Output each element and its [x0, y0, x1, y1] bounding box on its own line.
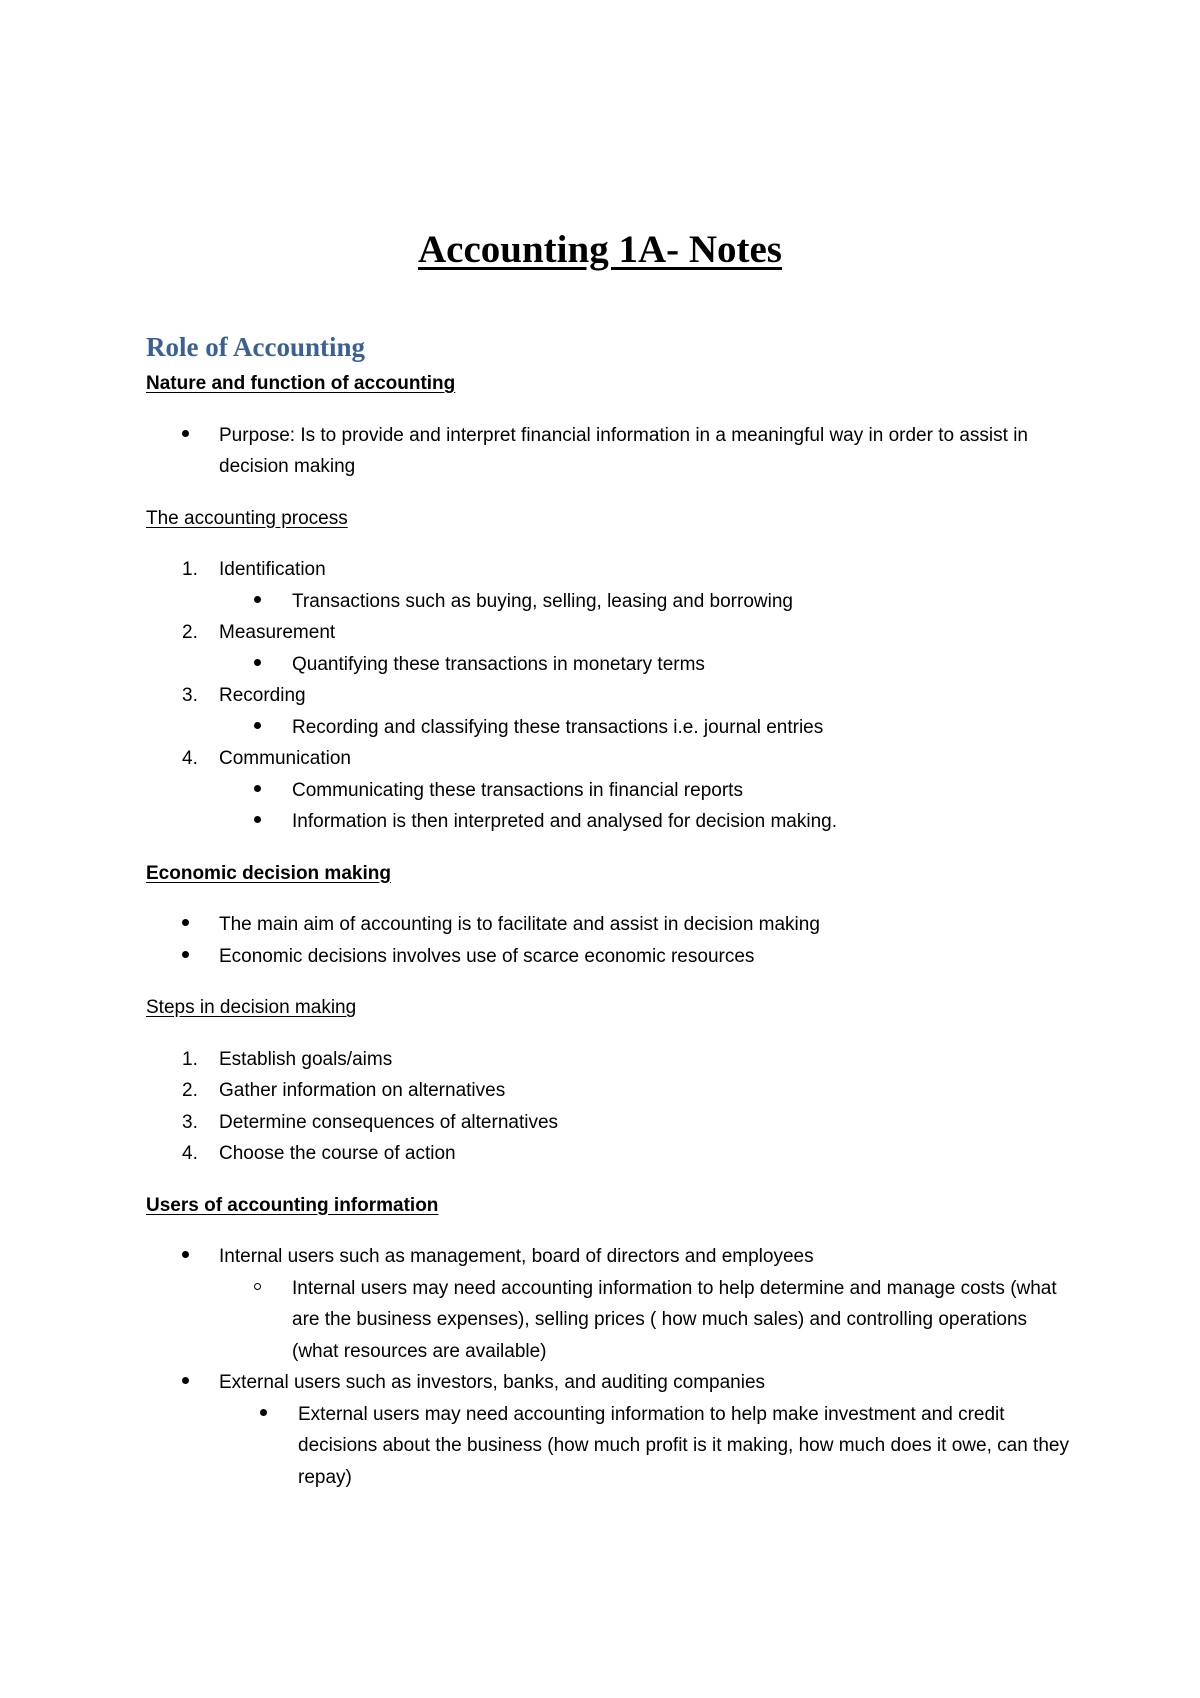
- nature-heading: Nature and function of accounting: [146, 373, 456, 394]
- bullet-icon: [182, 1241, 189, 1273]
- internal-users-label: Internal users such as management, board of directors and employees: [219, 1246, 814, 1267]
- nature-purpose-text: Purpose: Is to provide and interpret financial information in a meaningful way in order to assist in decision making: [219, 424, 1028, 477]
- bullet-icon: [182, 420, 189, 452]
- list-item: [146, 1138, 1076, 1170]
- economic-point: Economic decisions involves use of scarce economic resources: [219, 945, 755, 967]
- list-item: [146, 806, 1076, 838]
- bullet-icon: [182, 909, 189, 941]
- step-number: 1.: [182, 1048, 198, 1070]
- step-detail: Information is then interpreted and analysed for decision making.: [292, 811, 837, 832]
- step-label: Identification: [219, 559, 326, 580]
- list-item: [146, 1241, 1076, 1273]
- step-label: Communication: [219, 748, 351, 769]
- list-item: [146, 420, 1076, 483]
- list-item: [146, 1367, 1076, 1399]
- bullet-icon: [254, 586, 261, 618]
- process-heading: The accounting process: [146, 507, 348, 529]
- circle-bullet-icon: [254, 1273, 261, 1305]
- step-number: 2.: [182, 622, 198, 643]
- steps-heading: Steps in decision making: [146, 997, 357, 1018]
- list-item: [146, 909, 1076, 941]
- list-item: [146, 617, 1076, 649]
- list-item: [146, 743, 1076, 775]
- list-item: [146, 649, 1076, 681]
- external-users-label: External users such as investors, banks, and auditing companies: [219, 1372, 766, 1393]
- list-item: [146, 1044, 1076, 1076]
- list-item: [146, 1273, 1076, 1368]
- list-item: [146, 586, 1076, 618]
- list-item: [146, 941, 1076, 973]
- step-number: 1.: [182, 559, 198, 580]
- list-item: [146, 712, 1076, 744]
- step-label: Establish goals/aims: [219, 1048, 393, 1070]
- bullet-icon: [254, 806, 261, 838]
- bullet-icon: [254, 712, 261, 744]
- bullet-icon: [260, 1399, 267, 1431]
- step-label: Choose the course of action: [219, 1143, 456, 1164]
- step-number: 3.: [182, 1111, 198, 1133]
- step-number: 3.: [182, 685, 198, 706]
- list-item: [146, 554, 1076, 586]
- step-label: Gather information on alternatives: [219, 1080, 506, 1101]
- list-item: [146, 1399, 1076, 1494]
- document-title: Accounting 1A- Notes: [418, 228, 782, 271]
- step-detail: Recording and classifying these transactions i.e. journal entries: [292, 716, 824, 738]
- external-users-detail: External users may need accounting information to help make investment and credit decisions about the business (how much profit is it making, how much does it owe, can they repay): [298, 1403, 1069, 1488]
- users-heading: Users of accounting information: [146, 1194, 439, 1216]
- bullet-icon: [182, 941, 189, 973]
- step-detail: Communicating these transactions in financial reports: [292, 779, 743, 801]
- list-item: [146, 680, 1076, 712]
- list-item: [146, 775, 1076, 807]
- economic-point: The main aim of accounting is to facilitate and assist in decision making: [219, 914, 820, 935]
- step-label: Recording: [219, 685, 306, 706]
- step-detail: Quantifying these transactions in monetary terms: [292, 653, 705, 675]
- step-label: Determine consequences of alternatives: [219, 1111, 559, 1133]
- step-number: 4.: [182, 748, 198, 769]
- list-item: [146, 1075, 1076, 1107]
- economic-heading: Economic decision making: [146, 862, 391, 884]
- list-item: [146, 1107, 1076, 1139]
- step-number: 4.: [182, 1143, 198, 1164]
- step-label: Measurement: [219, 622, 336, 643]
- section-heading: Role of Accounting: [146, 332, 365, 362]
- document-body: [146, 368, 1076, 1493]
- bullet-icon: [254, 649, 261, 681]
- internal-users-detail: Internal users may need accounting information to help determine and manage costs (what are the business expenses), selling prices ( how much sales) and controlling operations (what resources are available): [292, 1277, 1057, 1362]
- bullet-icon: [254, 775, 261, 807]
- step-number: 2.: [182, 1080, 198, 1101]
- step-detail: Transactions such as buying, selling, leasing and borrowing: [292, 590, 793, 612]
- bullet-icon: [182, 1367, 189, 1399]
